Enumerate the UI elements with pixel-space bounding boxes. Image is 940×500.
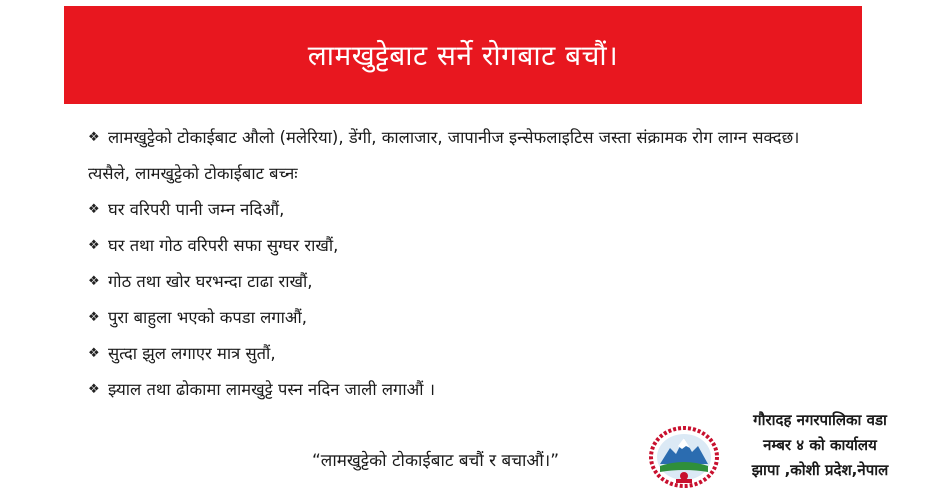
tip-text: घर तथा गोठ वरिपरी सफा सुग्घर राखौं,	[108, 236, 339, 255]
header-banner	[64, 6, 862, 104]
list-item	[88, 264, 848, 300]
tip-text: झ्याल तथा ढोकामा लामखुट्टे पस्न नदिन जाली लगाऔं ।	[108, 380, 435, 399]
office-line-2: नम्बर ४ को कार्यालय	[763, 436, 877, 454]
list-item	[88, 336, 848, 372]
diamond-bullet-icon: ❖	[88, 382, 100, 397]
diamond-bullet-icon: ❖	[88, 130, 100, 145]
diamond-bullet-icon: ❖	[88, 310, 100, 325]
office-line-1: गौरादह नगरपालिका वडा	[753, 411, 887, 429]
intro-bullet-text: लामखुट्टेको टोकाईबाट औलो (मलेरिया), डेंगी, कालाजार, जापानीज इन्सेफलाइटिस जस्ता संक्रामक रोग लाग्न सक्दछ।	[108, 128, 800, 147]
list-item	[88, 192, 848, 228]
diamond-bullet-icon: ❖	[88, 202, 100, 217]
tip-text: पुरा बाहुला भएको कपडा लगाऔं,	[108, 308, 307, 327]
tip-text: घर वरिपरी पानी जम्न नदिऔं,	[108, 200, 285, 219]
list-item	[88, 372, 848, 408]
office-signature	[725, 408, 915, 483]
office-line-3: झापा ,कोशी प्रदेश,नेपाल	[751, 461, 889, 479]
tip-text: सुत्दा झुल लगाएर मात्र सुतौं,	[108, 344, 276, 363]
diamond-bullet-icon: ❖	[88, 274, 100, 289]
nepal-government-emblem-icon	[648, 424, 720, 488]
slogan: “लामखुट्टेको टोकाईबाट बचौं र बचाऔं।”	[312, 451, 560, 471]
intro-bullet-item	[88, 120, 848, 156]
tip-text: गोठ तथा खोर घरभन्दा टाढा राखौं,	[108, 272, 313, 291]
page-title: लामखुट्टेबाट सर्ने रोगबाट बचौं।	[307, 39, 619, 72]
diamond-bullet-icon: ❖	[88, 238, 100, 253]
lead-text: त्यसैले, लामखुट्टेको टोकाईबाट बच्नः	[88, 164, 298, 183]
diamond-bullet-icon: ❖	[88, 346, 100, 361]
list-item	[88, 300, 848, 336]
list-item	[88, 228, 848, 264]
advisory-content	[88, 120, 848, 408]
